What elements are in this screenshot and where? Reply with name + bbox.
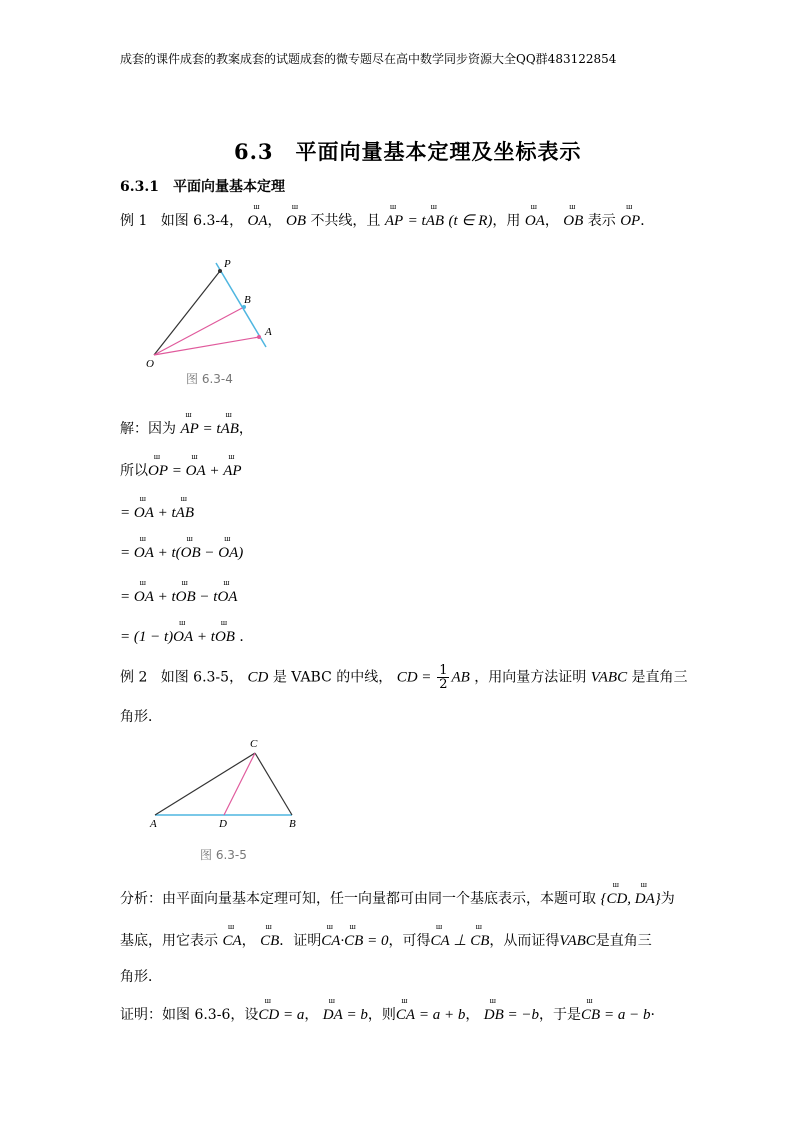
vec-ob-6: ш OB [215,622,235,646]
side-bc [255,753,292,815]
solution-line-5: = ш OA + tш OB − tш OA [120,582,237,606]
analysis-text-2d: ，从而证得 [489,933,560,949]
analysis-text-2b: ．证明 [279,933,322,949]
analysis-wei: 为 [660,891,675,907]
vec-oa-6: ш OA [173,622,193,646]
vec-ap-2: ш AP [223,456,241,480]
fig2-label-c: C [250,738,258,750]
analysis-line-2: 基底，用它表示 ш CA， ш CB．证明ш CA·ш CB = 0，可得ш CA ⊥ ш CB，从而证得VABC是直角三 [120,926,652,950]
vec-ca: ш CA [222,926,241,950]
solution-line-6: = (1 − t)ш OA + tш OB ． [120,622,253,646]
proof-intro: 证明：如图 6.3-6，设 [120,1007,259,1023]
vec-oa-4: ш OA [134,538,154,562]
header-text: 成套的课件成套的教案成套的试题成套的微专题尽在高中数学同步资源大全QQ群483122854 [120,52,617,66]
figure-6-3-5 [145,745,305,825]
solution-line-2: 所以ш OP = ш OA + ш AP [120,456,242,480]
example-1-use: ，用 [492,213,521,229]
example-1-period: ． [640,213,655,229]
analysis-text-2e: 是直角三 [595,933,652,949]
vec-oa-5: ш OA [134,582,154,606]
vector-oa-2: ш OA [525,206,545,230]
fig1-label-b: B [244,294,251,306]
vec-ap: ш AP [180,414,198,438]
vec-oa-4b: ш OA [218,538,238,562]
analysis-tri: VABC [559,933,596,949]
vec-cd: ш CD [606,884,627,908]
vec-cb-2: ш CB [344,926,363,950]
fig2-label-a: A [150,818,157,830]
point-p [218,269,222,273]
analysis-text-2a: 基底，用它表示 [120,933,218,949]
vec-cd-p: ш CD [258,1000,279,1024]
segment-op [154,271,220,355]
vec-op: ш OP [148,456,168,480]
vector-ob: ш OB [286,206,306,230]
fig2-label-b: B [289,818,296,830]
example-1-noncollinear: 不共线，且 [310,213,381,229]
vec-cb: ш CB [260,926,279,950]
point-a [257,335,261,339]
example-2-text: 如图 6.3-5， [160,669,244,686]
proof-so: ，于是 [539,1007,582,1023]
page-title: 6.3 平面向量基本定理及坐标表示 [234,139,582,164]
vec-ca-3: ш CA [430,926,449,950]
example-2-right1: 是直角三 [631,669,688,686]
proof-then: ，则 [367,1007,396,1023]
vector-ap: ш AP [385,206,403,230]
vec-cb-p: ш CB [581,1000,600,1024]
example-2-line: 例 2 如图 6.3-5， CD 是 VABC 的中线， CD = $\frac{1}{2}$ AB ，用向量方法证明 VABC 是直角三 [120,663,688,692]
section-heading: 6.3.1 平面向量基本定理 [120,179,285,195]
condition-t: (t ∈ R) [448,213,493,229]
fig2-label-d: D [219,818,227,830]
solution-comma: ， [238,421,253,437]
example-1-text: 如图 6.3-4， [160,213,244,229]
fig1-label-a: A [265,326,272,338]
line-pa [216,263,266,347]
vec-da: ш DA [635,884,655,908]
solution-so: 所以 [120,463,148,479]
solution-line-3: = ш OA + tш AB [120,498,194,522]
vec-ab-3: ш AB [176,498,194,522]
analysis-text-2c: ，可得 [388,933,431,949]
vec-oa: ш OA [186,456,206,480]
fig2-caption: 图 6.3-5 [200,848,247,862]
example-2-label: 例 2 [120,669,148,686]
example-1-line: 例 1 如图 6.3-4， ш OA， ш OB 不共线，且 ш AP = tш AB (t ∈ R)，用 ш OA， ш OB 表示 ш OP． [120,206,654,230]
fig1-label-p: P [224,258,231,270]
fig1-label-o: O [146,358,154,370]
fig1-caption: 图 6.3-4 [186,372,233,386]
example-2-tri: VABC [590,669,628,686]
vector-op: ш OP [620,206,640,230]
example-2-median: 是 VABC 的中线， [272,669,393,686]
vector-ab: ш AB [426,206,444,230]
vec-da-p: ш DA [323,1000,343,1024]
vec-ab: ш AB [221,414,239,438]
solution-line-1: 解：因为 ш AP = tш AB， [120,414,253,438]
solution-intro: 解：因为 [120,421,176,437]
vec-db-p: ш DB [484,1000,504,1024]
vector-oa: ш OA [248,206,268,230]
analysis-line-3: 角形． [120,969,162,985]
vector-ob-2: ш OB [563,206,583,230]
vec-ca-2: ш CA [321,926,340,950]
vec-ca-p: ш CA [396,1000,415,1024]
vec-oa-5b: ш OA [217,582,237,606]
proof-line: 证明：如图 6.3-6，设ш CD = a， ш DA = b，则ш CA = a + b， ш DB = −b，于是ш CB = a − b· [120,1000,655,1024]
example-1-express: 表示 [587,213,616,229]
vec-oa-3: ш OA [134,498,154,522]
vec-ob-5: ш OB [176,582,196,606]
vec-ob-4: ш OB [181,538,201,562]
example-2-line-2: 角形． [120,709,162,725]
example-2-method: ，用向量方法证明 [474,669,587,686]
example-1-label: 例 1 [120,213,148,229]
fraction-half: $\frac{1}{2}$ [439,663,448,692]
analysis-line-1: 分析：由平面向量基本定理可知，任一向量都可由同一个基底表示，本题可取 {ш CD, ш DA}为 [120,884,675,908]
solution-line-4: = ш OA + t(ш OB − ш OA) [120,538,243,562]
analysis-text-1: 分析：由平面向量基本定理可知，任一向量都可由同一个基底表示，本题可取 [120,891,596,907]
vec-cb-3: ш CB [470,926,489,950]
